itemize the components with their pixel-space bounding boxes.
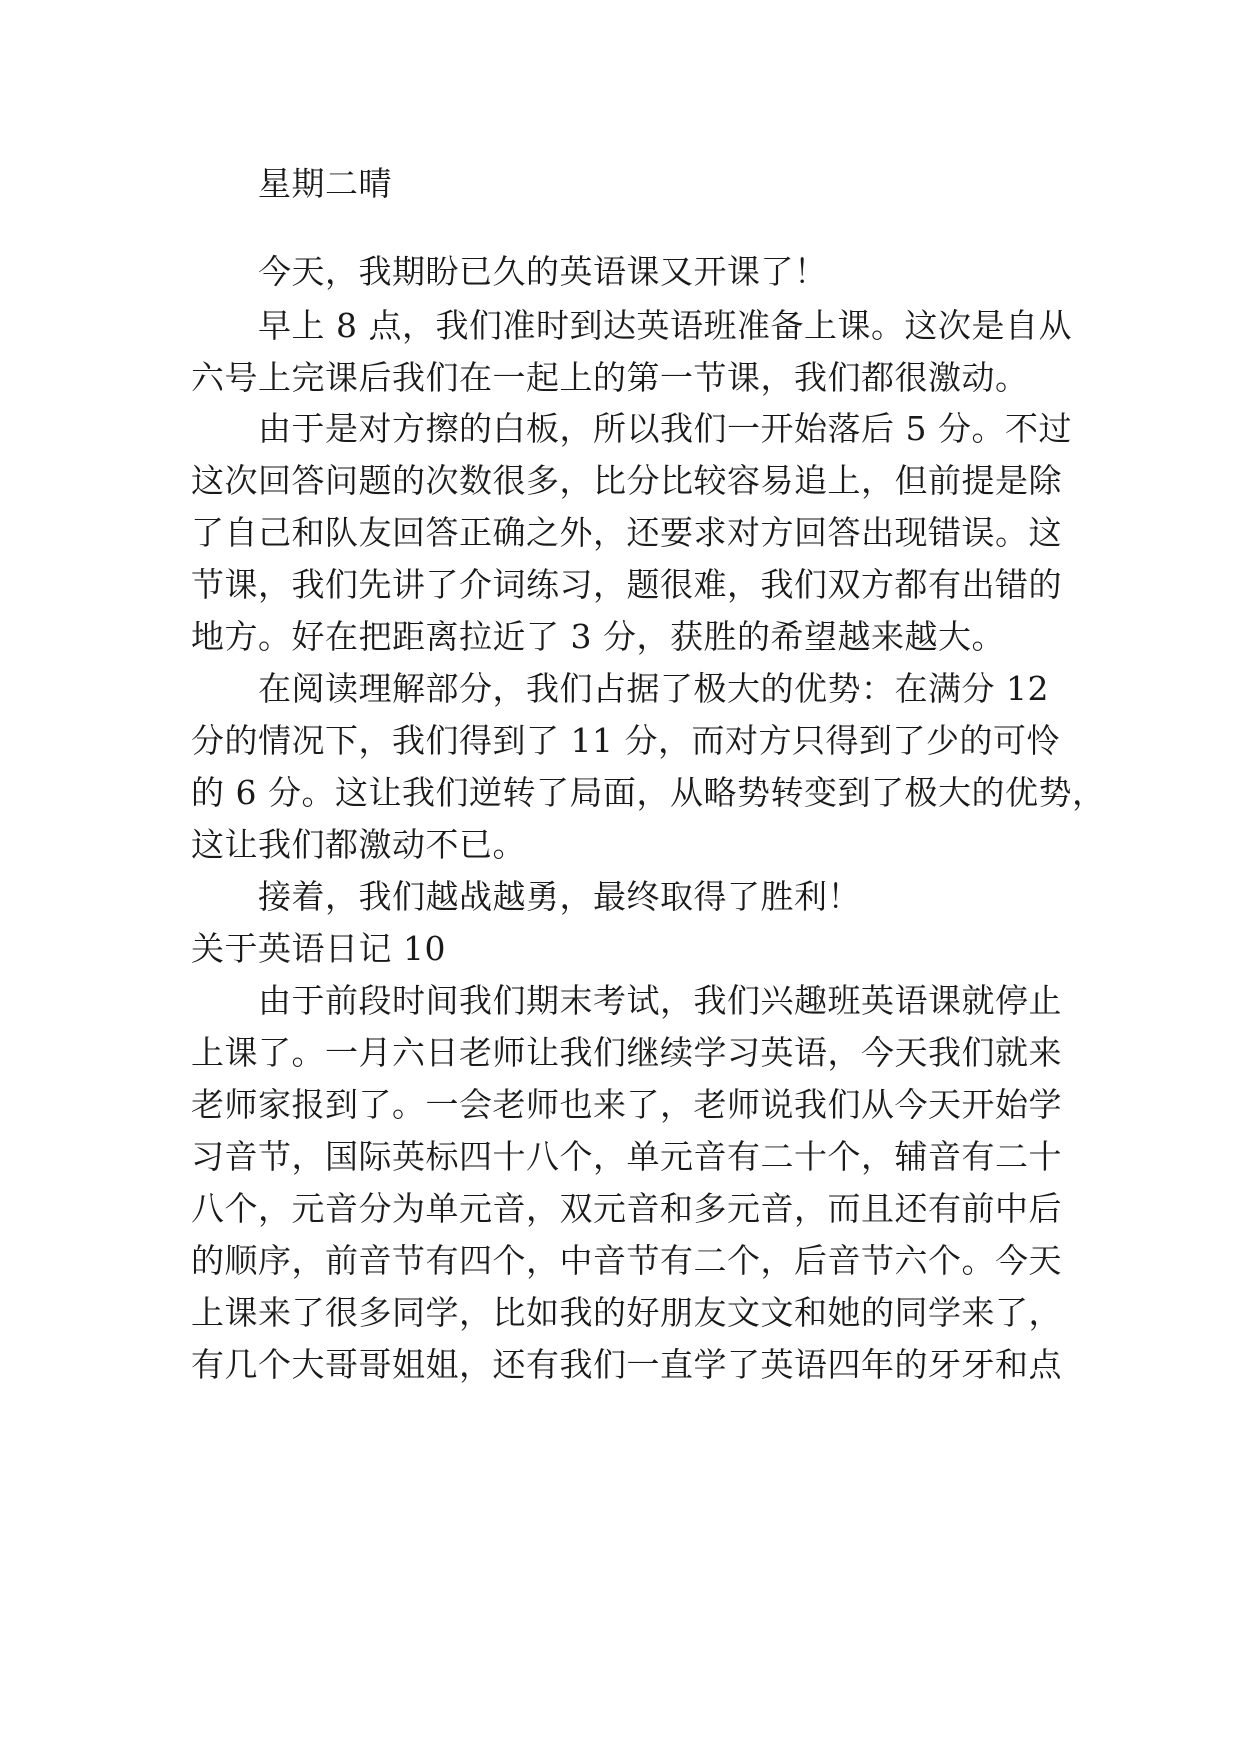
paragraph-line: 这让我们都激动不已。 [191,825,526,864]
paragraph-line: 早上 8 点，我们准时到达英语班准备上课。这次是自从 [258,306,1072,345]
paragraph-line: 分的情况下，我们得到了 11 分，而对方只得到了少的可怜 [191,721,1060,760]
paragraph-line: 上课了。一月六日老师让我们继续学习英语，今天我们就来 [191,1033,1062,1072]
paragraph-line: 的顺序，前音节有四个，中音节有二个，后音节六个。今天 [191,1241,1062,1280]
paragraph-line: 了自己和队友回答正确之外，还要求对方回答出现错误。这 [191,513,1062,552]
paragraph-line: 的 6 分。这让我们逆转了局面，从略势转变到了极大的优势， [191,773,1106,812]
paragraph-line: 上课来了很多同学，比如我的好朋友文文和她的同学来了， [191,1293,1062,1332]
paragraph-line: 老师家报到了。一会老师也来了，老师说我们从今天开始学 [191,1085,1062,1124]
paragraph-line: 习音节，国际英标四十八个，单元音有二十个，辅音有二十 [191,1137,1062,1176]
paragraph-line: 节课，我们先讲了介词练习，题很难，我们双方都有出错的 [191,565,1062,604]
paragraph-line: 这次回答问题的次数很多，比分比较容易追上，但前提是除 [191,461,1062,500]
paragraph-line: 八个，元音分为单元音，双元音和多元音，而且还有前中后 [191,1189,1062,1228]
section-heading: 关于英语日记 10 [191,929,446,968]
paragraph-line: 有几个大哥哥姐姐，还有我们一直学了英语四年的牙牙和点 [191,1345,1062,1384]
paragraph-line: 由于是对方擦的白板，所以我们一开始落后 5 分。不过 [258,409,1072,448]
paragraph-line: 地方。好在把距离拉近了 3 分，获胜的希望越来越大。 [191,617,1005,656]
paragraph-line: 接着，我们越战越勇，最终取得了胜利！ [258,877,861,916]
paragraph-line: 由于前段时间我们期末考试，我们兴趣班英语课就停止 [258,981,1062,1020]
paragraph-line: 今天，我期盼已久的英语课又开课了！ [258,252,828,291]
paragraph-line: 在阅读理解部分，我们占据了极大的优势：在满分 12 [258,669,1049,708]
paragraph-line: 六号上完课后我们在一起上的第一节课，我们都很激动。 [191,358,1029,397]
diary-weather-line: 星期二晴 [258,164,392,203]
